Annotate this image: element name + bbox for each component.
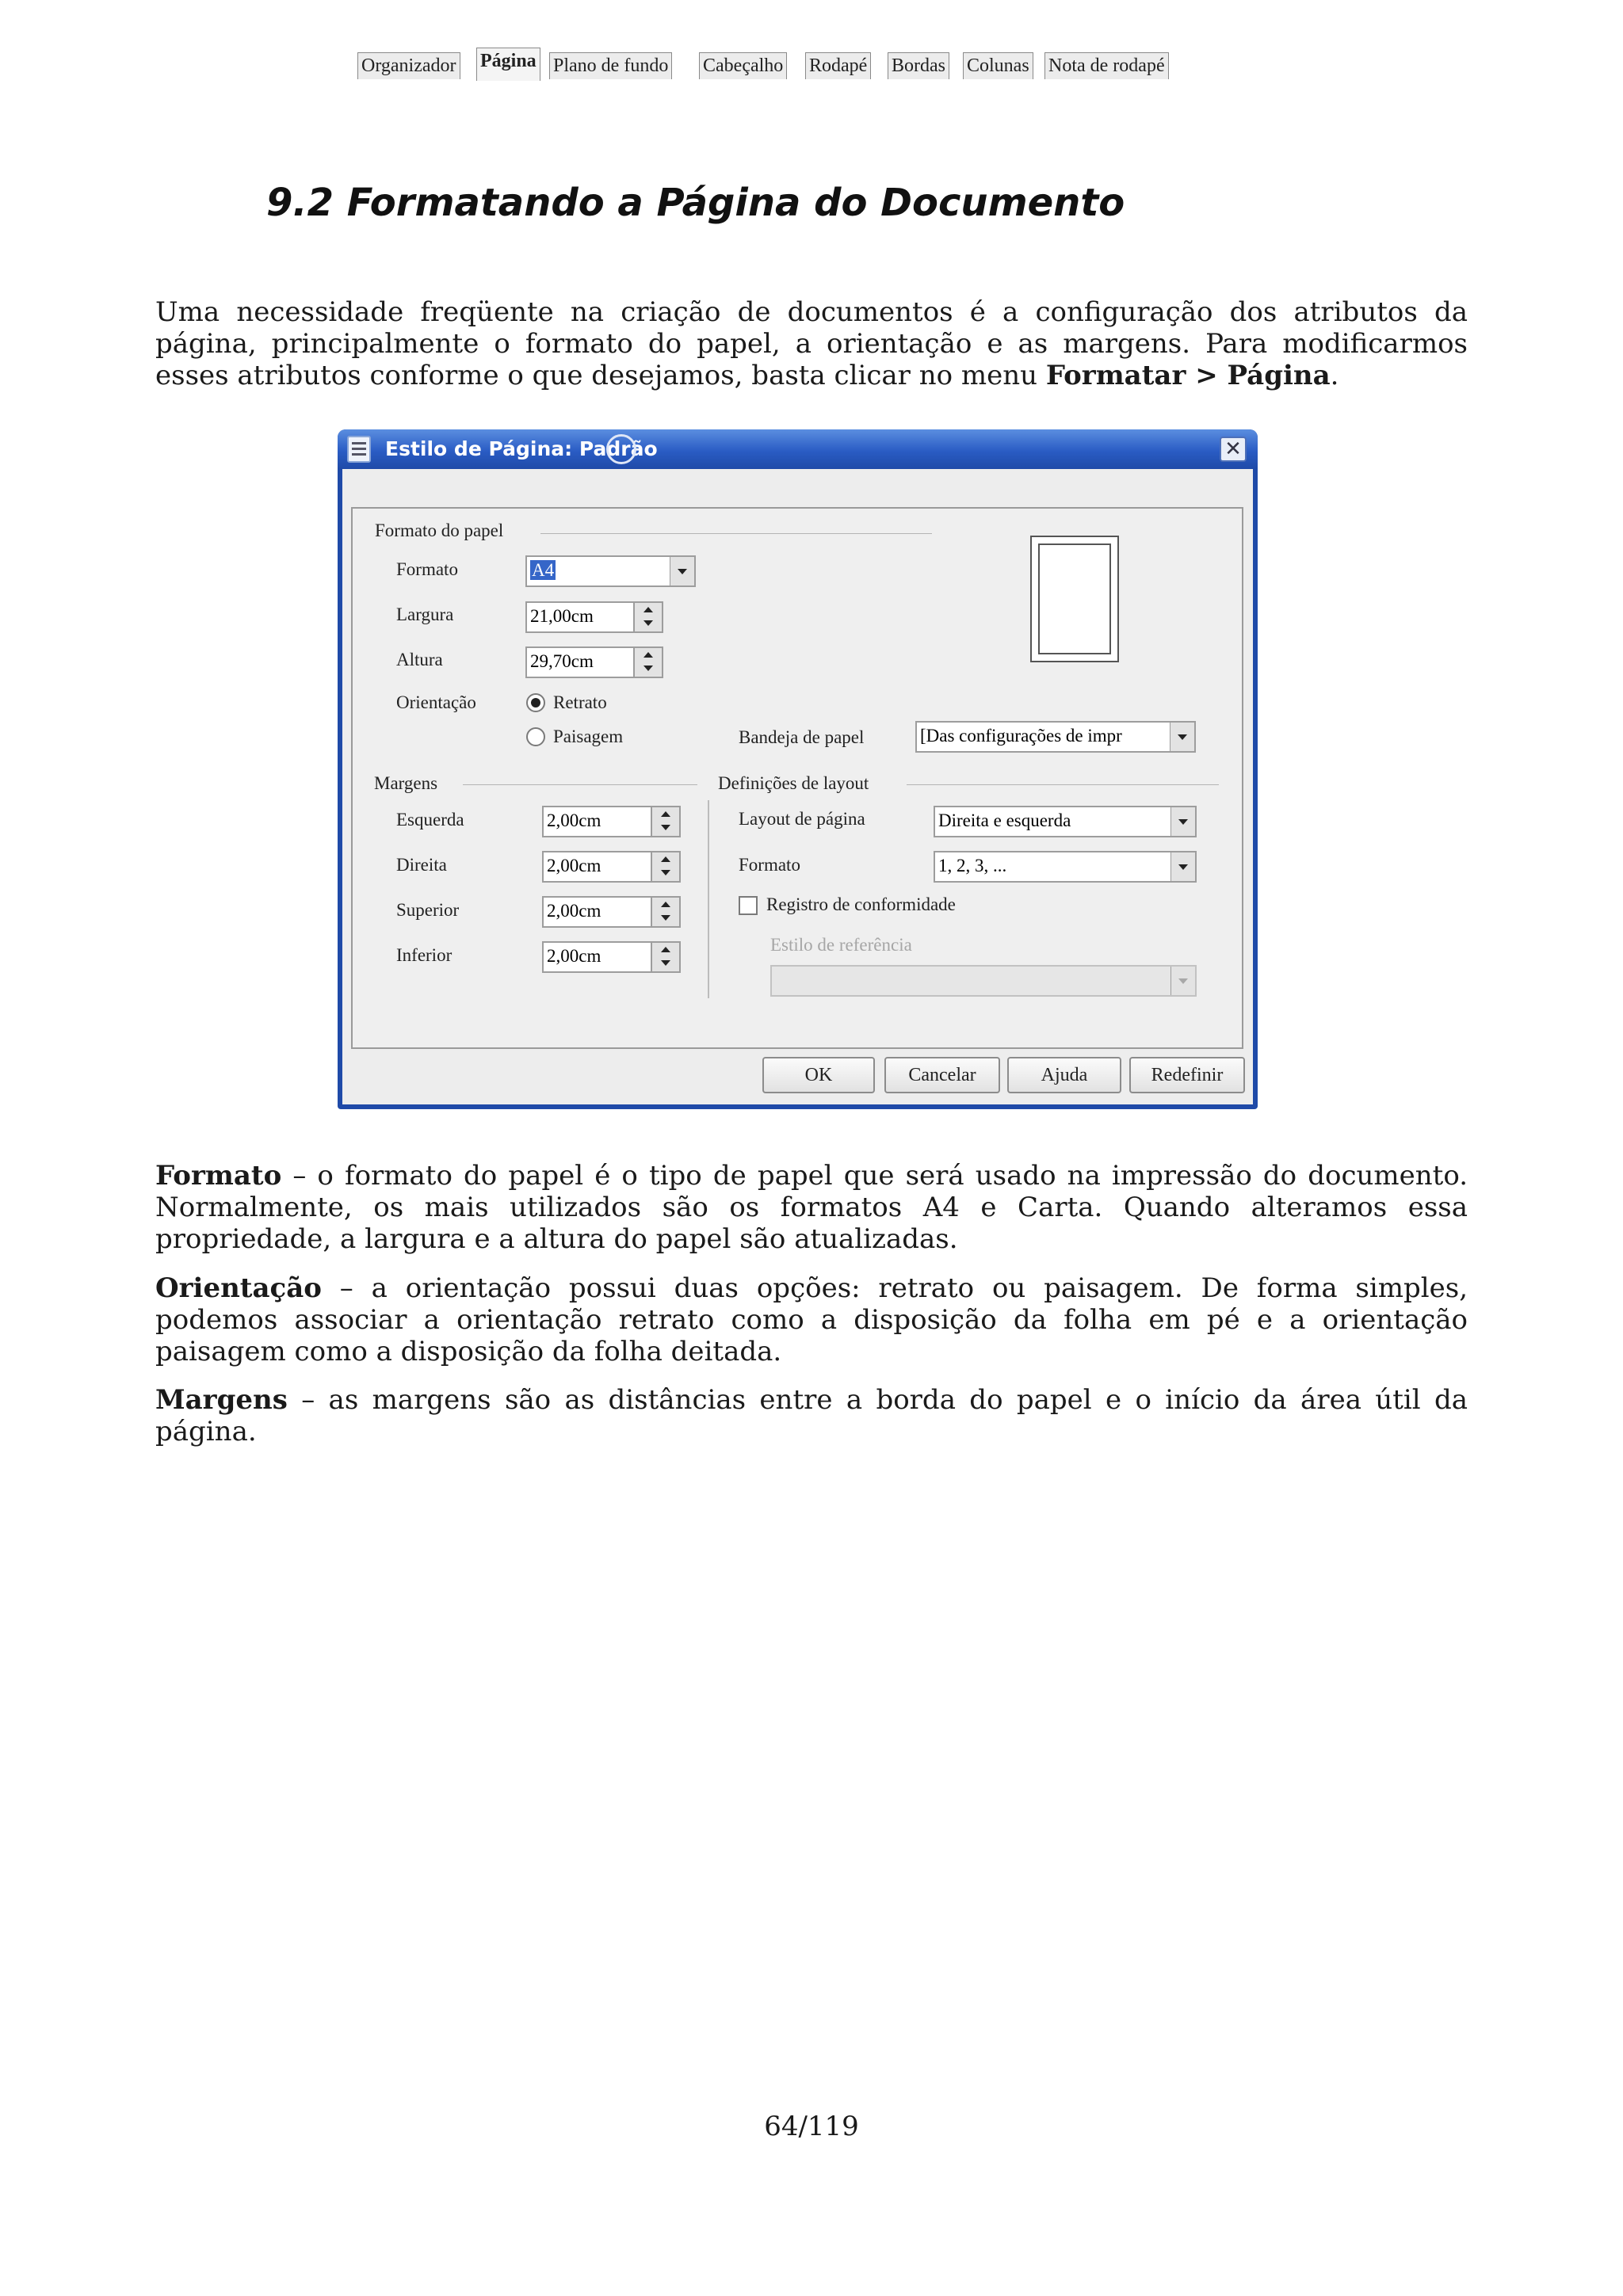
margins-term: Margens [155, 1384, 288, 1416]
tab-colunas[interactable]: Colunas [963, 52, 1033, 79]
document-icon [347, 436, 371, 463]
orientation-term: Orientação [155, 1272, 322, 1304]
left-margin-label: Esquerda [396, 810, 464, 830]
format-text: – o formato do papel é o tipo de papel que será usado na impressão do documento. Normalmente, os mais utilizados são os formatos A4 e Carta. Quando alteramos essa propriedade, a largura e a altura do papel são atualizadas. [155, 1160, 1468, 1255]
chevron-down-icon[interactable] [670, 557, 694, 585]
numbering-format-combo[interactable] [934, 851, 1197, 883]
dialog-titlebar [338, 429, 1258, 469]
reset-button[interactable]: Redefinir [1129, 1057, 1245, 1093]
orientation-text: – a orientação possui duas opções: retrato ou paisagem. De forma simples, podemos associar a orientação retrato como a disposição da folha em pé e a orientação paisagem como a disposição da folha deitada. [155, 1272, 1468, 1367]
margins-text: – as margens são as distâncias entre a borda do papel e o início da área útil da página. [155, 1384, 1468, 1447]
orientation-label: Orientação [396, 692, 476, 712]
orientation-description [155, 1272, 1468, 1367]
menu-path: Formatar > Página [1045, 360, 1331, 391]
right-margin-spinner[interactable] [652, 851, 681, 883]
top-margin-input[interactable]: 2,00cm [542, 896, 652, 928]
intro-paragraph [155, 296, 1468, 391]
width-label: Largura [396, 605, 454, 624]
intro-end: . [1330, 360, 1339, 391]
page-layout-combo[interactable] [934, 806, 1197, 837]
paper-format-separator [540, 533, 932, 534]
right-margin-input[interactable]: 2,00cm [542, 851, 652, 883]
reference-style-combo[interactable] [770, 965, 1197, 997]
cancel-button[interactable]: Cancelar [884, 1057, 1000, 1093]
left-margin-spinner[interactable] [652, 806, 681, 837]
paper-format-value: A4 [532, 560, 555, 580]
margins-group-label: Margens [374, 773, 438, 793]
section-heading: 9.2 Formatando a Página do Documento [266, 181, 1125, 225]
paper-tray-label: Bandeja de papel [739, 727, 865, 747]
portrait-label: Retrato [553, 692, 607, 712]
register-true-label: Registro de conformidade [766, 894, 956, 914]
group-divider [708, 800, 709, 998]
landscape-label: Paisagem [553, 727, 624, 746]
tab-plano-de-fundo[interactable]: Plano de fundo [549, 52, 672, 79]
left-margin-input[interactable]: 2,00cm [542, 806, 652, 837]
tab-nota-de-rodape[interactable]: Nota de rodapé [1044, 52, 1169, 79]
page-number: 64/119 [764, 2111, 859, 2142]
paper-format-group-label: Formato do papel [375, 521, 504, 540]
ok-button[interactable]: OK [762, 1057, 875, 1093]
page-preview [1030, 536, 1119, 662]
intro-text: Uma necessidade freqüente na criação de documentos é a configuração dos atributos da página, principalmente o formato do papel, a orientação e as margens. Para modificarmos esses atributos conforme o que desejamos, basta clicar no menu [155, 296, 1468, 391]
chevron-down-icon[interactable] [1170, 807, 1195, 836]
numbering-format-label: Formato [739, 855, 800, 875]
paper-format-combo[interactable] [525, 555, 696, 587]
layout-group-label: Definições de layout [718, 773, 869, 793]
tab-pagina[interactable]: Página [476, 48, 540, 81]
chevron-down-icon[interactable] [1170, 852, 1195, 881]
paper-tray-value: [Das configurações de impr [920, 726, 1122, 746]
dialog-title: Estilo de Página: Padrão [385, 437, 658, 460]
landscape-radio[interactable] [526, 727, 545, 746]
chevron-down-icon [1170, 967, 1195, 995]
tab-organizador[interactable]: Organizador [357, 52, 460, 79]
chevron-down-icon[interactable] [1170, 723, 1194, 751]
margins-description [155, 1384, 1468, 1447]
tab-bordas[interactable]: Bordas [888, 52, 949, 79]
register-true-checkbox[interactable] [739, 896, 758, 915]
app-logo-icon [606, 434, 636, 464]
layout-separator [907, 784, 1219, 785]
height-label: Altura [396, 650, 443, 669]
height-spinner[interactable] [635, 646, 663, 678]
page-layout-label: Layout de página [739, 809, 865, 829]
paper-tray-combo[interactable] [915, 721, 1196, 753]
width-input[interactable]: 21,00cm [525, 601, 635, 633]
page-preview-inner [1038, 543, 1111, 654]
bottom-margin-label: Inferior [396, 945, 453, 965]
bottom-margin-input[interactable]: 2,00cm [542, 941, 652, 973]
help-button[interactable]: Ajuda [1007, 1057, 1121, 1093]
height-input[interactable]: 29,70cm [525, 646, 635, 678]
margins-separator [463, 784, 697, 785]
tab-cabecalho[interactable]: Cabeçalho [699, 52, 787, 79]
top-margin-label: Superior [396, 900, 460, 920]
portrait-radio[interactable] [526, 693, 545, 712]
bottom-margin-spinner[interactable] [652, 941, 681, 973]
top-margin-spinner[interactable] [652, 896, 681, 928]
format-label: Formato [396, 559, 458, 579]
close-button[interactable]: ✕ [1220, 437, 1247, 462]
tab-rodape[interactable]: Rodapé [805, 52, 871, 79]
width-spinner[interactable] [635, 601, 663, 633]
reference-style-label: Estilo de referência [770, 935, 912, 955]
format-description [155, 1160, 1468, 1255]
numbering-format-value: 1, 2, 3, ... [938, 856, 1007, 875]
page-layout-value: Direita e esquerda [938, 810, 1071, 830]
format-term: Formato [155, 1160, 282, 1192]
right-margin-label: Direita [396, 855, 447, 875]
